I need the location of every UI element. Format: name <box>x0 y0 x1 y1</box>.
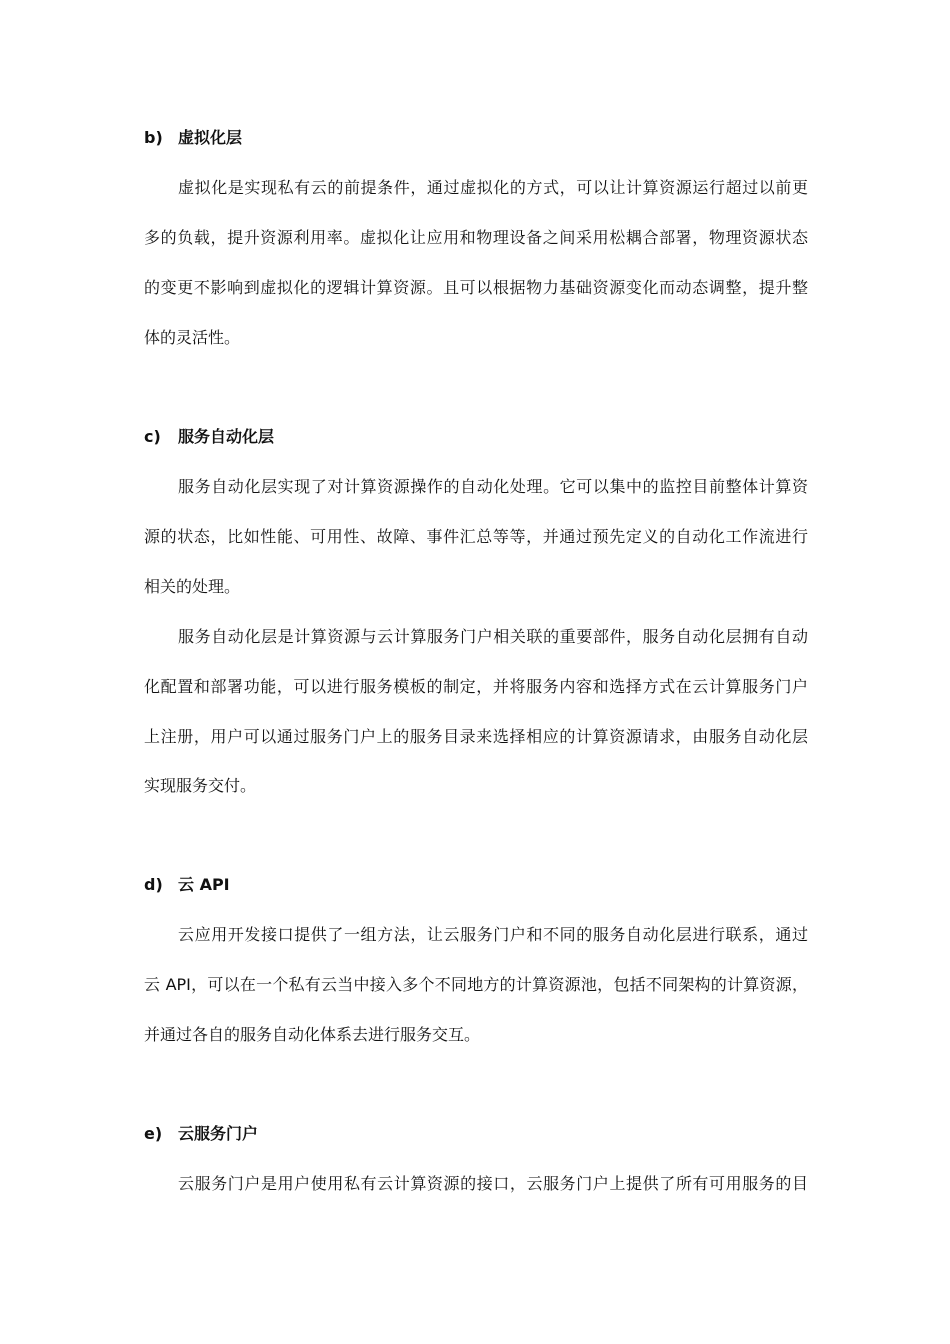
section-title: 服务自动化层 <box>178 427 275 446</box>
paragraph-line: 实现服务交付。 <box>144 776 257 795</box>
paragraph-line: 服务自动化层是计算资源与云计算服务门户相关联的重要部件，服务自动化层拥有自动 <box>178 627 808 646</box>
section-marker: c) <box>144 427 161 446</box>
section-heading-e <box>144 1124 258 1144</box>
paragraph-line: 并通过各自的服务自动化体系去进行服务交互。 <box>144 1025 481 1044</box>
section-heading-b <box>144 128 242 148</box>
section-title: 云 API <box>178 875 230 894</box>
paragraph-line: 的变更不影响到虚拟化的逻辑计算资源。且可以根据物力基础资源变化而动态调整，提升整 <box>144 278 808 297</box>
section-marker: e) <box>144 1124 163 1143</box>
paragraph-line: 云服务门户是用户使用私有云计算资源的接口，云服务门户上提供了所有可用服务的目 <box>178 1174 808 1193</box>
paragraph-line: 云应用开发接口提供了一组方法，让云服务门户和不同的服务自动化层进行联系，通过 <box>178 925 808 944</box>
paragraph-line: 虚拟化是实现私有云的前提条件，通过虚拟化的方式，可以让计算资源运行超过以前更 <box>178 178 808 197</box>
paragraph-line: 上注册，用户可以通过服务门户上的服务目录来选择相应的计算资源请求，由服务自动化层 <box>144 727 808 746</box>
section-heading-c <box>144 427 274 447</box>
paragraph-line: 相关的处理。 <box>144 577 241 596</box>
paragraph-line: 云 API，可以在一个私有云当中接入多个不同地方的计算资源池，包括不同架构的计算资源， <box>144 975 808 994</box>
section-marker: b) <box>144 128 163 147</box>
paragraph-line: 化配置和部署功能，可以进行服务模板的制定，并将服务内容和选择方式在云计算服务门户 <box>144 677 808 696</box>
paragraph-line: 多的负载，提升资源利用率。虚拟化让应用和物理设备之间采用松耦合部署，物理资源状态 <box>144 228 808 247</box>
paragraph-line: 体的灵活性。 <box>144 328 241 347</box>
paragraph-line: 源的状态，比如性能、可用性、故障、事件汇总等等，并通过预先定义的自动化工作流进行 <box>144 527 808 546</box>
section-heading-d <box>144 875 230 895</box>
paragraph-line: 服务自动化层实现了对计算资源操作的自动化处理。它可以集中的监控目前整体计算资 <box>178 477 808 496</box>
section-title: 云服务门户 <box>178 1124 259 1143</box>
section-marker: d) <box>144 875 163 894</box>
section-title: 虚拟化层 <box>178 128 243 147</box>
